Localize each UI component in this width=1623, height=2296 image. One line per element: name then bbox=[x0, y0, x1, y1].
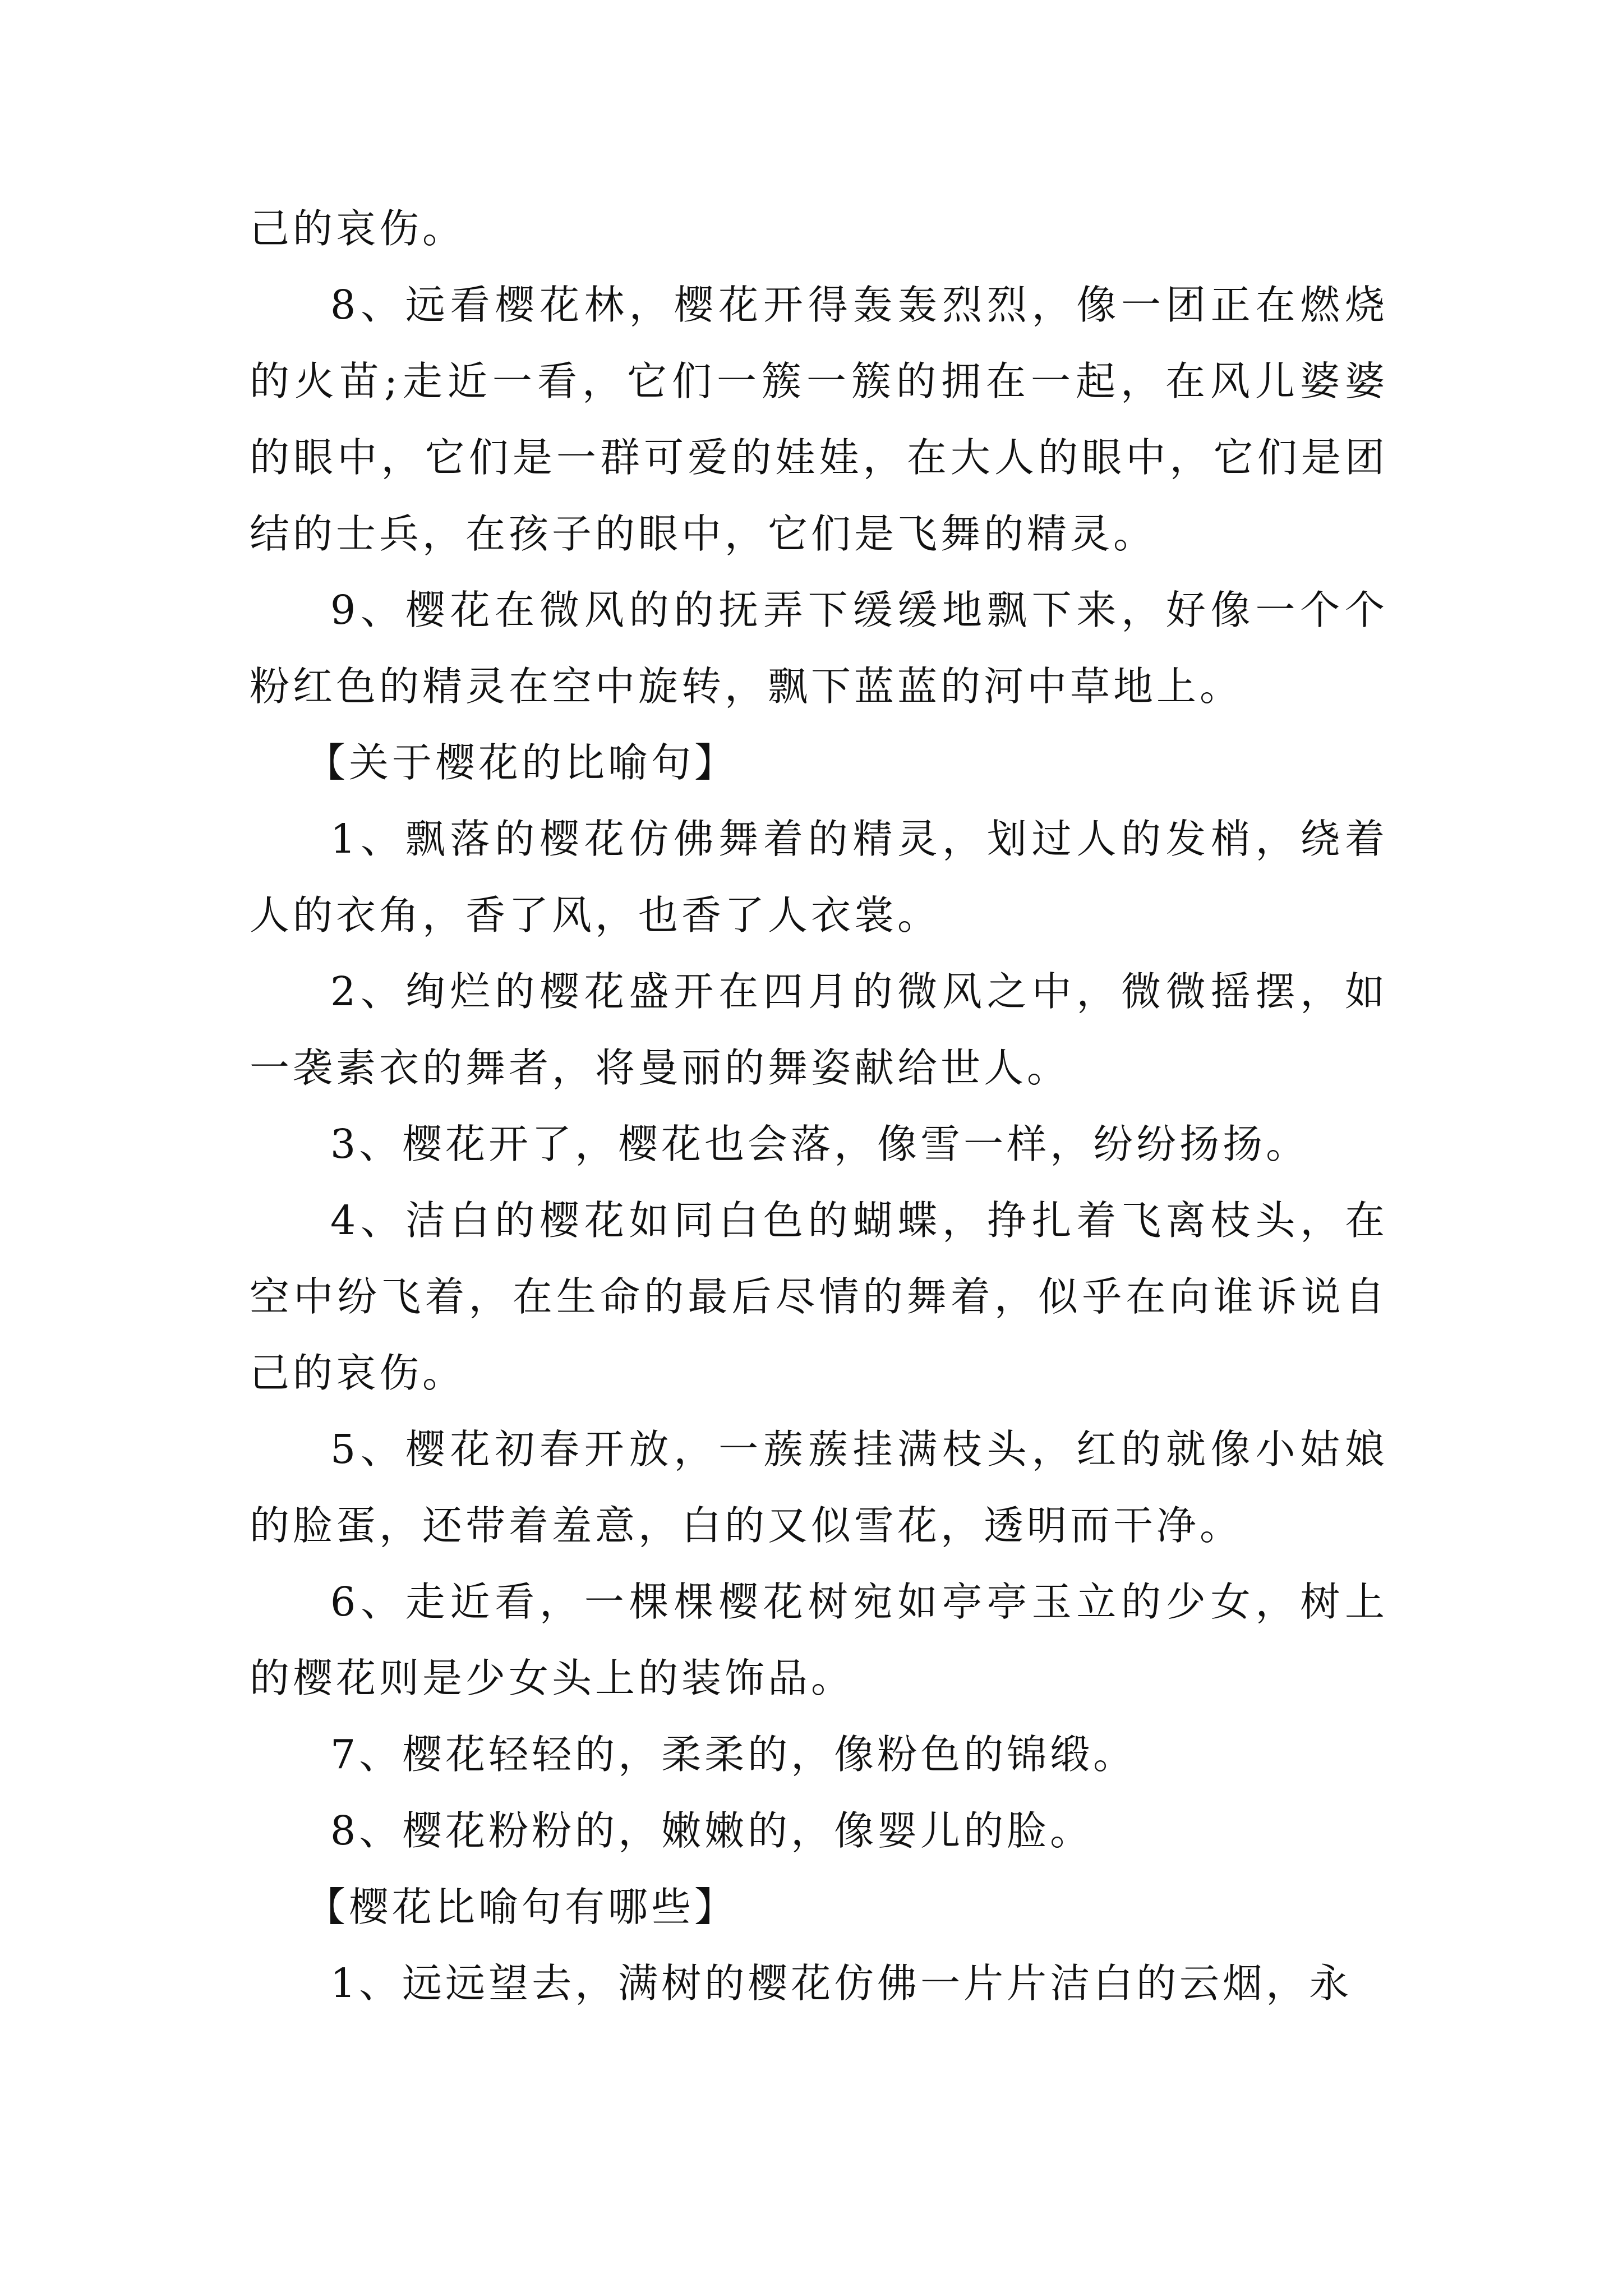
paragraph-item-3-snow: 3、樱花开了，樱花也会落，像雪一样，纷纷扬扬。 bbox=[330, 1121, 1310, 1167]
paragraph-item-1-clouds: 1、远远望去，满树的樱花仿佛一片片洁白的云烟，永 bbox=[330, 1960, 1353, 2007]
document-body bbox=[250, 191, 1388, 2022]
section-heading-which-metaphors: 【樱花比喻句有哪些】 bbox=[306, 1884, 738, 1930]
paragraph-item-4-butterfly: 4、洁白的樱花如同白色的蝴蝶，挣扎着飞离枝头，在空中纷飞着，在生命的最后尽情的舞着，似乎在向谁诉说自己的哀伤。 bbox=[250, 1197, 1388, 1396]
paragraph-item-9-breeze: 9、樱花在微风的的抚弄下缓缓地飘下来，好像一个个粉红色的精灵在空中旋转，飘下蓝蓝的河中草地上。 bbox=[250, 587, 1388, 710]
paragraph-item-6-maiden: 6、走近看，一棵棵樱花树宛如亭亭玉立的少女，树上的樱花则是少女头上的装饰品。 bbox=[250, 1579, 1388, 1701]
paragraph-item-2-april: 2、绚烂的樱花盛开在四月的微风之中，微微摇摆，如一袭素衣的舞者，将曼丽的舞姿献给世人。 bbox=[250, 968, 1388, 1091]
paragraph-item-1-falling: 1、飘落的樱花仿佛舞着的精灵，划过人的发梢，绕着人的衣角，香了风，也香了人衣裳。 bbox=[250, 816, 1388, 938]
section-heading-metaphors-about-sakura: 【关于樱花的比喻句】 bbox=[306, 739, 738, 786]
paragraph-item-8-distant-view: 8、远看樱花林，樱花开得轰轰烈烈，像一团正在燃烧的火苗;走近一看，它们一簇一簇的拥在一起，在风儿婆婆的眼中，它们是一群可爱的娃娃，在大人的眼中，它们是团结的士兵，在孩子的眼中，它们是飞舞的精灵。 bbox=[250, 282, 1388, 557]
paragraph-continuation: 己的哀伤。 bbox=[250, 205, 466, 252]
paragraph-item-7-silk: 7、樱花轻轻的，柔柔的，像粉色的锦缎。 bbox=[330, 1731, 1137, 1778]
paragraph-item-8-baby-face: 8、樱花粉粉的，嫩嫩的，像婴儿的脸。 bbox=[330, 1807, 1094, 1854]
paragraph-item-5-early-spring: 5、樱花初春开放，一蔟蔟挂满枝头，红的就像小姑娘的脸蛋，还带着羞意，白的又似雪花，透明而干净。 bbox=[250, 1426, 1388, 1549]
